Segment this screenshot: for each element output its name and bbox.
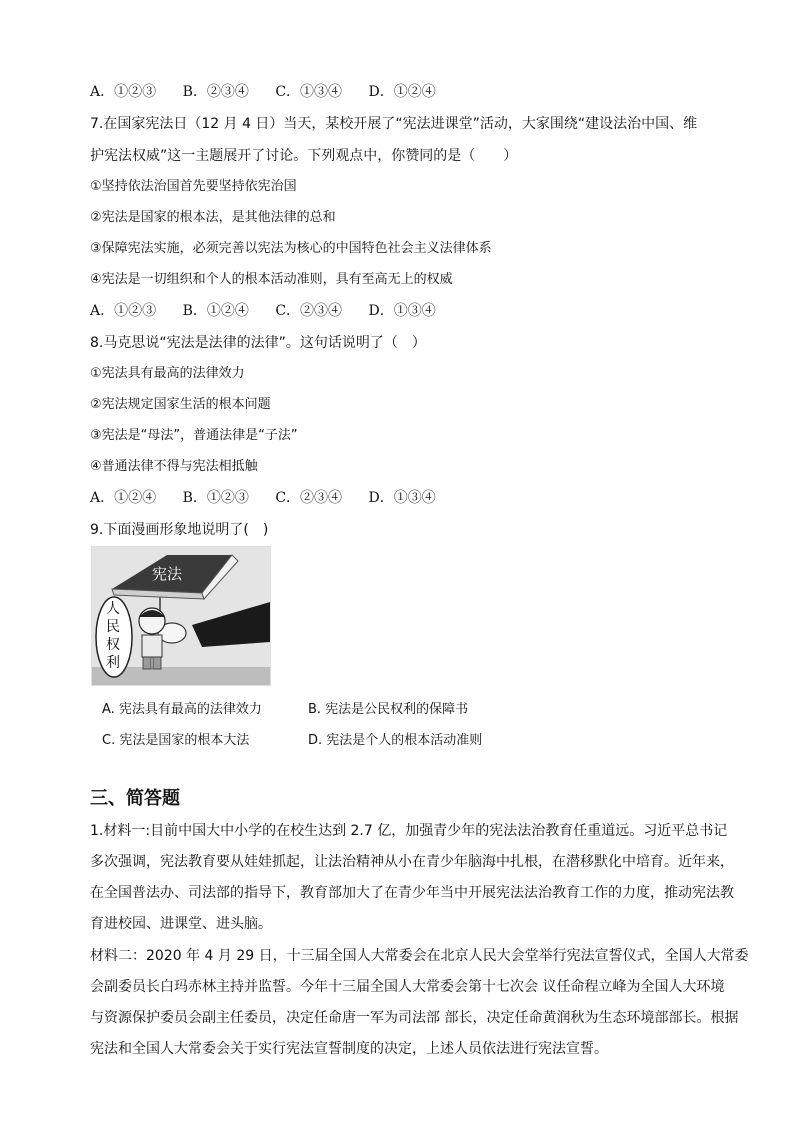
section-heading: 三、简答题 [90, 788, 180, 809]
material2-line4: 宪法和全国人大常委会关于实行宪法宣誓制度的决定，上述人员依法进行宪法宣誓。 [90, 1041, 608, 1057]
q8-statement-1: ①宪法具有最高的法律效力 [90, 366, 245, 381]
cartoon-image [91, 546, 271, 686]
option-d: D．①②④ [368, 84, 436, 100]
option-c: C．②③④ [275, 490, 343, 506]
option-d: D. 宪法是个人的根本活动准则 [308, 733, 483, 748]
material1-line1: 1.材料一:目前中国大中小学的在校生达到 2.7 亿，加强青少年的宪法法治教育任重道远。习近平总书记 [90, 823, 728, 839]
svg-text:权: 权 [106, 637, 120, 653]
svg-text:利: 利 [106, 655, 120, 671]
option-b: B．②③④ [182, 84, 249, 100]
q8-stem: 8.马克思说“宪法是法律的法律”。这句话说明了（ ） [90, 335, 426, 351]
q7-stem-line1: 7.在国家宪法日（12 月 4 日）当天，某校开展了“宪法进课堂”活动，大家围绕“建设法治中国、维 [90, 116, 698, 132]
option-a: A. 宪法具有最高的法律效力 [102, 702, 262, 717]
q6-options [90, 83, 458, 101]
q7-statement-4: ④宪法是一切组织和个人的根本活动准则，具有至高无上的权威 [90, 272, 453, 287]
option-c: C. 宪法是国家的根本大法 [102, 733, 250, 748]
q8-statement-3: ③宪法是“母法”，普通法律是“子法” [90, 428, 298, 443]
option-a: A．①②③ [90, 303, 157, 319]
material1-line4: 育进校园、进课堂、进头脑。 [90, 916, 272, 932]
option-a: A．①②④ [90, 490, 157, 506]
option-b: B. 宪法是公民权利的保障书 [308, 702, 469, 717]
option-b: B．①②④ [182, 303, 249, 319]
q7-statement-3: ③保障宪法实施，必须完善以宪法为核心的中国特色社会主义法律体系 [90, 241, 492, 256]
svg-text:人: 人 [106, 601, 120, 617]
option-a: A．①②③ [90, 84, 157, 100]
option-d: D．①③④ [368, 490, 436, 506]
material1-line2: 多次强调，宪法教育要从娃娃抓起，让法治精神从小在青少年脑海中扎根，在潜移默化中培育。近年来， [90, 854, 734, 870]
option-c: C．②③④ [275, 303, 343, 319]
q7-options [90, 302, 458, 320]
q7-statement-2: ②宪法是国家的根本法，是其他法律的总和 [90, 210, 336, 225]
q7-statement-1: ①坚持依法治国首先要坚持依宪治国 [90, 179, 297, 194]
constitution-umbrella-cartoon [92, 547, 270, 685]
material2-line1: 材料二：2020 年 4 月 29 日，十三届全国人大常委会在北京人民大会堂举行宪法宣誓仪式，全国人大常委 [90, 948, 749, 964]
option-b: B．①②③ [182, 490, 249, 506]
q9-stem: 9.下面漫画形象地说明了( ) [90, 522, 269, 538]
q8-options [90, 489, 458, 507]
q8-statement-2: ②宪法规定国家生活的根本问题 [90, 397, 271, 412]
option-c: C．①③④ [275, 84, 343, 100]
material1-line3: 在全国普法办、司法部的指导下，教育部加大了在青少年当中开展宪法法治教育工作的力度，推动宪法教 [90, 885, 734, 901]
book-label: 宪法 [152, 565, 183, 583]
option-d: D．①③④ [368, 303, 436, 319]
q7-stem-line2: 护宪法权威”这一主题展开了讨论。下列观点中，你赞同的是（ ） [90, 148, 518, 164]
svg-text:民: 民 [106, 619, 120, 635]
material2-line3: 与资源保护委员会副主任委员，决定任命唐一军为司法部 部长，决定任命黄润秋为生态环境部部长。根据 [90, 1010, 739, 1026]
q8-statement-4: ④普通法律不得与宪法相抵触 [90, 459, 258, 474]
material2-line2: 会副委员长白玛赤林主持并监誓。今年十三届全国人大常委会第十七次会 议任命程立峰为全国人大环境 [90, 979, 725, 995]
